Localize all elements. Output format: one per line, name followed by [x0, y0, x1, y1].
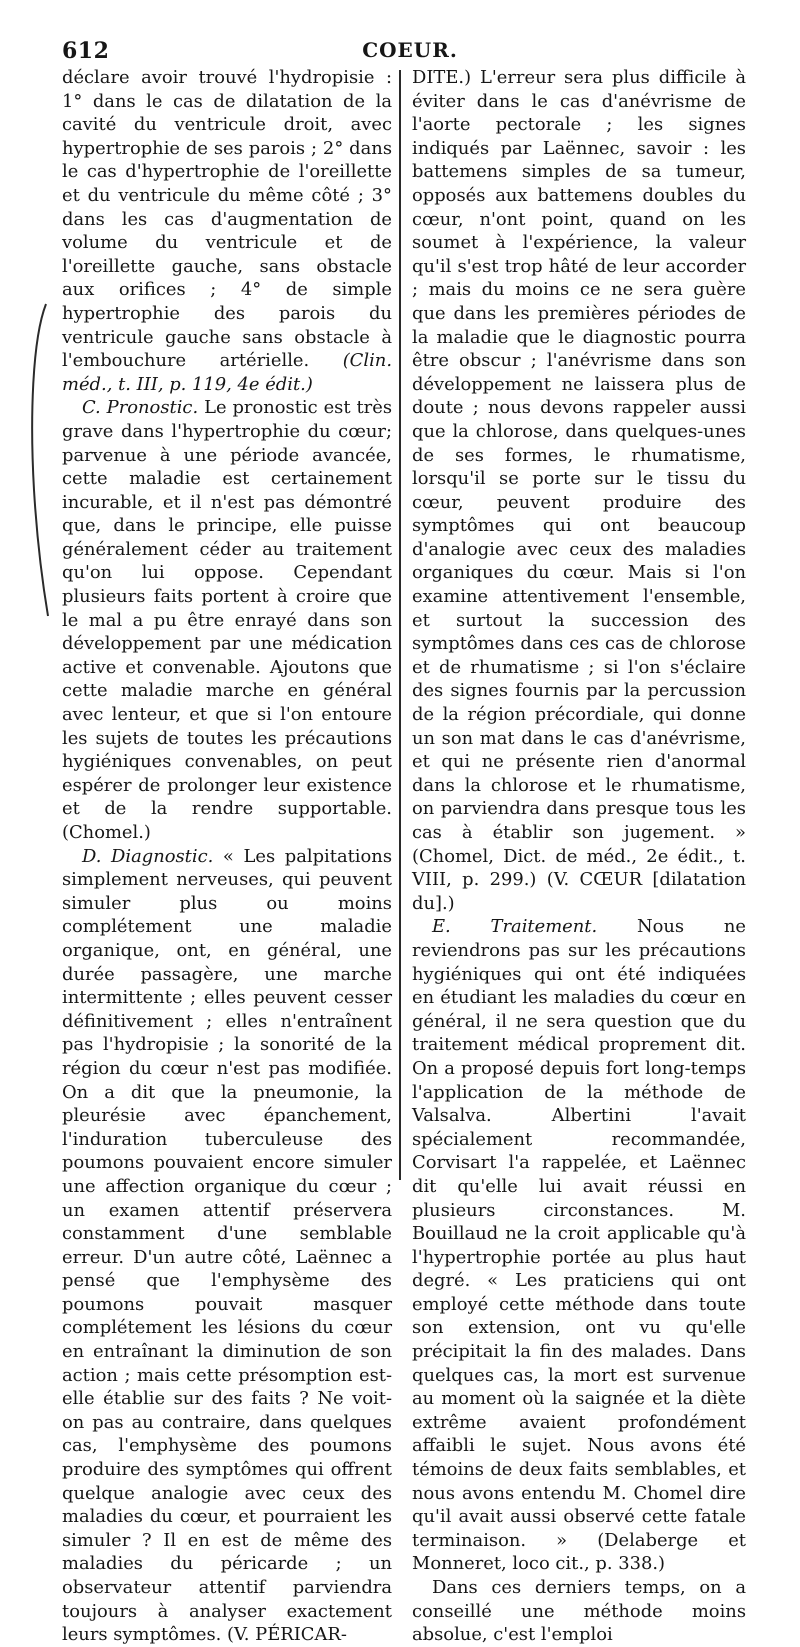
left-column	[62, 66, 392, 1647]
section-heading-diagnostic: D. Diagnostic.	[82, 845, 214, 867]
citation: (Clin. méd., t. III, p. 119, 4e édit.)	[62, 350, 393, 395]
paragraph-text: « Les palpitations simplement nerveuses, qui peuvent simuler plus ou moins complétement une maladie organique, ont, en général, une durée passagère, une marche intermittente ; elles peuvent cesser définitivement ; elles n'entraînent pas l'hydropisie ; la sonorité de la région du cœur n'est pas modifiée. On a dit que la pneumonie, la pleurésie avec épanchement, l'induration tuberculeuse des poumons pouvaient encore simuler une affection organique du cœur ; un examen attentif préservera constamment d'une semblable erreur. D'un autre côté, Laënnec a pensé que l'emphysème des poumons pouvait masquer complétement les lésions du cœur en entraînant la diminution de son action ; mais cette présomption est-elle établie sur des faits ? Ne voit-on pas au contraire, dans quelques cas, l'emphysème des poumons produire des symptômes qui offrent quelque analogie avec ceux des maladies du cœur, et pourraient les simuler ? Il en est de même des maladies du péricarde ; un observateur attentif parviendra toujours à analyser exactement leurs symptômes. (V. PÉRICAR-	[62, 845, 393, 1646]
section-traitement	[412, 915, 746, 1576]
paragraph-derniers-temps	[412, 1576, 746, 1647]
paragraph-text: Le pronostic est très grave dans l'hypertrophie du cœur; parvenue à une période avancée, cette maladie est certainement incurable, et il n'est pas démontré que, dans le principe, elle puisse généralement céder au traitement qu'on lui oppose. Cependant plusieurs faits portent à croire que le mal a pu être enrayé dans son développement par une médication active et convenable. Ajoutons que cette maladie marche en général avec lenteur, et que si l'on entoure les sujets de toutes les précautions hygiéniques convenables, on peut espérer de prolonger leur existence et de la rendre supportable. (Chomel.)	[62, 397, 392, 843]
section-heading-traitement: E. Traitement.	[432, 916, 598, 938]
paragraph-text: Nous ne reviendrons pas sur les précautions hygiéniques qui ont été indiquées en étudiant les maladies du cœur en général, il ne sera question que du traitement médical proprement dit. On a proposé depuis fort long-temps l'application de la méthode de Valsalva. Albertini l'avait spécialement recommandée, Corvisart l'a rappelée, et Laënnec dit qu'elle lui avait réussi en plusieurs circonstances. M. Bouillaud ne la croit applicable qu'à l'hypertrophie portée au plus haut degré. « Les praticiens qui ont employé cette méthode dans toute son extension, ont vu qu'elle précipitait la fin des malades. Dans quelques cas, la mort est survenue au moment où la saignée et la diète extrême avaient profondément affaibli le sujet. Nous avons été témoins de deux faits semblables, et nous avons entendu M. Chomel dire qu'il avait aussi observé cette fatale terminaison. » (Delaberge et Monneret, loco cit., p. 338.)	[412, 916, 746, 1575]
paragraph-hydropisie	[62, 66, 392, 396]
section-diagnostic	[62, 845, 392, 1647]
page-number: 612	[62, 38, 110, 64]
paragraph-text: Dans ces derniers temps, on a conseillé une méthode moins absolue, c'est l'emploi	[412, 1577, 746, 1646]
paragraph-diagnostic-continued	[412, 66, 746, 915]
right-column	[412, 66, 746, 1647]
page-header	[62, 38, 758, 68]
paragraph-text: déclare avoir trouvé l'hydropisie : 1° dans le cas de dilatation de la cavité du ventricule droit, avec hypertrophie de ses parois ; 2° dans le cas d'hypertrophie de l'oreillette et du ventricule du même côté ; 3° dans les cas d'augmentation de volume du ventricule et de l'oreillette gauche, sans obstacle aux orifices ; 4° de simple hypertrophie des parois du ventricule gauche sans obstacle à l'embouchure artérielle.	[62, 67, 392, 372]
running-head: COEUR.	[362, 38, 458, 62]
column-divider	[399, 70, 401, 1180]
section-heading-pronostic: C. Pronostic.	[82, 397, 199, 419]
paragraph-text: DITE.) L'erreur sera plus difficile à éviter dans le cas d'anévrisme de l'aorte pectorale ; les signes indiqués par Laënnec, savoir : les battemens simples de sa tumeur, opposés aux battemens doubles du cœur, n'ont point, quand on les soumet à l'expérience, la valeur qu'il s'est trop hâté de leur accorder ; mais du moins ce ne sera guère que dans les premières périodes de la maladie que le diagnostic pourra être obscur ; l'anévrisme dans son développement ne laissera plus de doute ; nous devons rappeler aussi que la chlorose, dans quelques-unes de ses formes, le rhumatisme, lorsqu'il se porte sur le tissu du cœur, peuvent produire des symptômes qui ont beaucoup d'analogie avec ceux des maladies organiques du cœur. Mais si l'on examine attentivement l'ensemble, et surtout la succession des symptômes dans ces cas de chlorose et de rhumatisme ; si l'on s'éclaire des signes fournis par la percussion de la région précordiale, qui donne un son mat dans le cas d'anévrisme, et qui ne présente rien d'anormal dans la chlorose et le rhumatisme, on parviendra dans presque tous les cas à établir son jugement. » (Chomel, Dict. de méd., 2e édit., t. VIII, p. 299.) (V. CŒUR [dilatation du].)	[412, 67, 746, 914]
margin-bracket-mark	[24, 300, 54, 620]
section-pronostic	[62, 396, 392, 844]
